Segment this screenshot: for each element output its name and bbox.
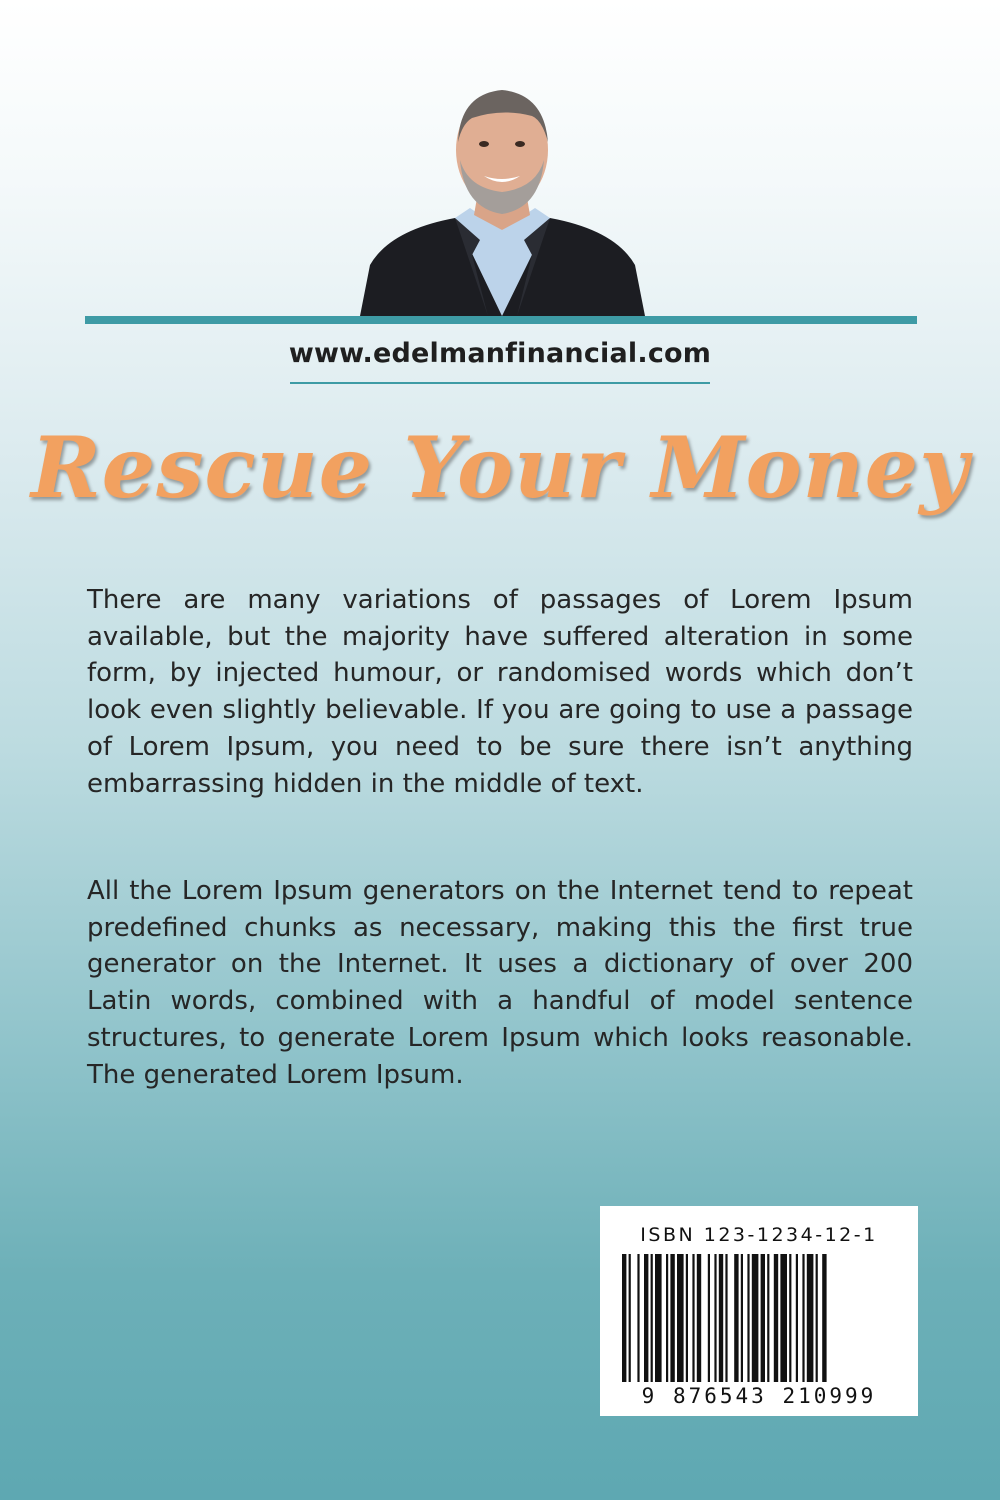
author-portrait bbox=[360, 80, 645, 316]
top-accent-rule bbox=[85, 316, 917, 324]
barcode-icon bbox=[622, 1254, 896, 1392]
website-underline bbox=[290, 382, 710, 384]
website-url: www.edelmanfinancial.com bbox=[288, 338, 712, 369]
blurb-paragraph-2: All the Lorem Ipsum generators on the Internet tend to repeat predefined chunks as necessary, making this the first true generator on the Internet. It uses a dictionary of over 200 Latin words, combined with a handful of model sentence structures, to generate Lorem Ipsum which looks reasonable. The generated Lorem Ipsum. bbox=[87, 876, 913, 1090]
barcode-digits: 9 876543 210999 bbox=[641, 1384, 877, 1408]
barcode-panel bbox=[600, 1206, 918, 1416]
blurb-paragraph-1: There are many variations of passages of Lorem Ipsum available, but the majority have suffered alteration in some form, by injected humour, or randomised words which don’t look even slightly believable. If you are going to use a passage of Lorem Ipsum, you need to be sure there isn’t anything embarrassing hidden in the middle of text. bbox=[87, 585, 913, 799]
book-title: Rescue Your Money bbox=[30, 418, 970, 517]
isbn-label: ISBN 123-1234-12-1 bbox=[640, 1224, 878, 1246]
